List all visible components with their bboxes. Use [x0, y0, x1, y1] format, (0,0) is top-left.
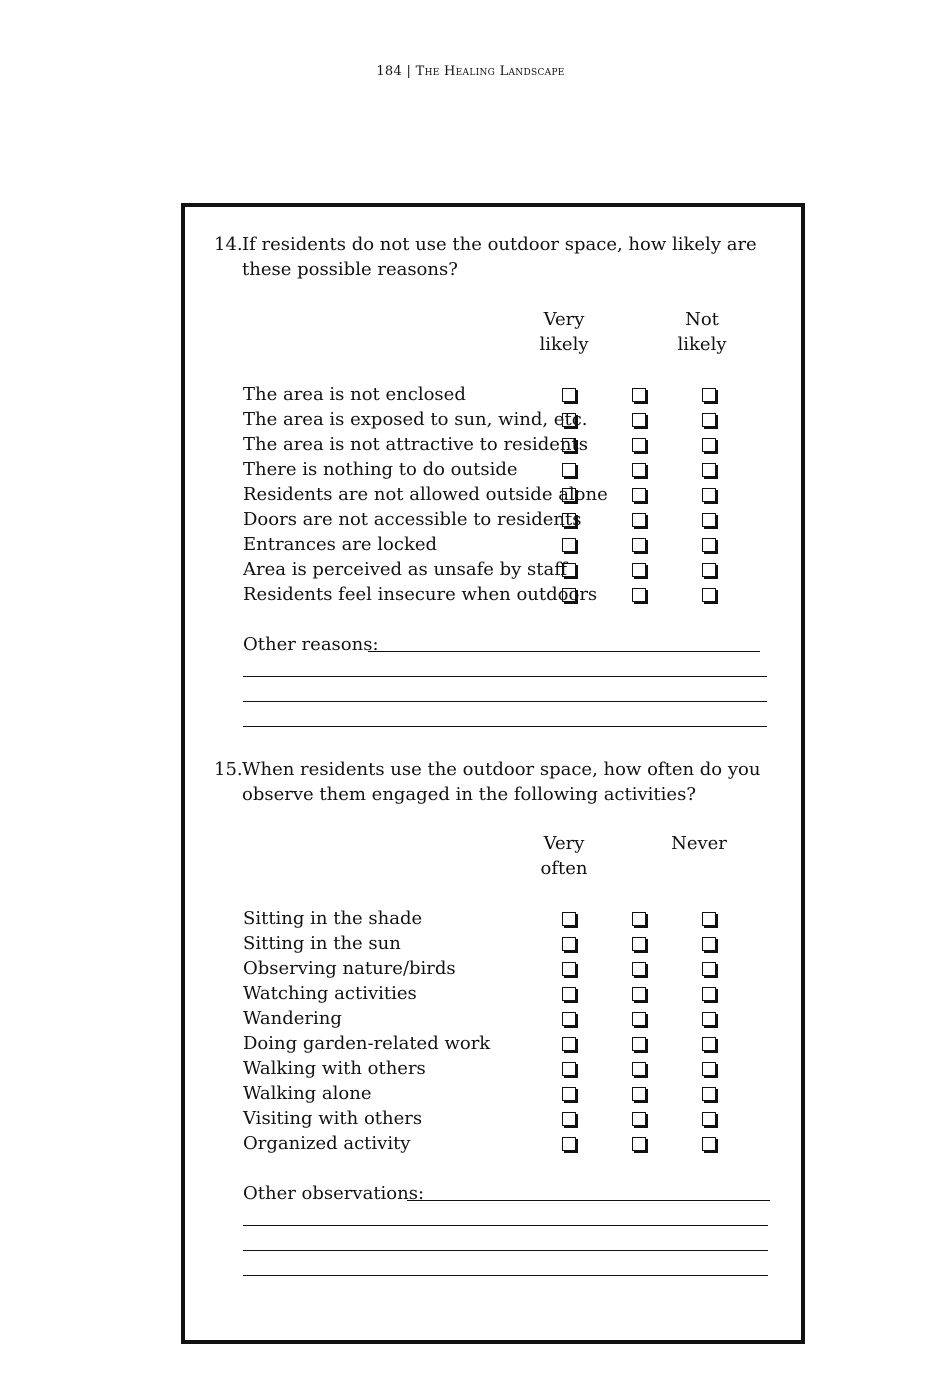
- q15-item-9-checkbox-3[interactable]: [702, 1112, 716, 1126]
- q14-scale-right-line1: Not: [685, 309, 719, 330]
- q15-item-label: Visiting with others: [243, 1108, 423, 1129]
- q15-other-line-3[interactable]: [243, 1250, 768, 1251]
- q14-item-8-checkbox-3[interactable]: [702, 563, 716, 577]
- q14-item-9-checkbox-3[interactable]: [702, 588, 716, 602]
- running-head: [0, 64, 941, 79]
- q15-item-6-checkbox-3[interactable]: [702, 1037, 716, 1051]
- q15-item-label: Organized activity: [243, 1133, 411, 1154]
- q15-item-9-checkbox-2[interactable]: [632, 1112, 646, 1126]
- q14-other-line-4[interactable]: [243, 726, 767, 727]
- q14-item-2-checkbox-3[interactable]: [702, 413, 716, 427]
- q14-item-label: Entrances are locked: [243, 534, 438, 555]
- question-15-number: 15.: [214, 759, 243, 780]
- q15-item-5-checkbox-3[interactable]: [702, 1012, 716, 1026]
- q14-item-label: The area is not attractive to residents: [243, 434, 588, 455]
- q14-item-5-checkbox-1[interactable]: [562, 488, 576, 502]
- q15-item-label: Doing garden-related work: [243, 1033, 491, 1054]
- q15-item-4-checkbox-1[interactable]: [562, 987, 576, 1001]
- q14-scale-left-line2: likely: [539, 334, 589, 355]
- q15-scale-right-line1: Never: [671, 833, 727, 854]
- running-head-separator: |: [406, 64, 412, 79]
- question-14: [214, 232, 774, 282]
- q15-item-7-checkbox-2[interactable]: [632, 1062, 646, 1076]
- q14-other-line-3[interactable]: [243, 701, 767, 702]
- q14-item-9-checkbox-1[interactable]: [562, 588, 576, 602]
- q15-item-9-checkbox-1[interactable]: [562, 1112, 576, 1126]
- q15-other-line-4[interactable]: [243, 1275, 768, 1276]
- q14-item-3-checkbox-3[interactable]: [702, 438, 716, 452]
- q15-item-8-checkbox-1[interactable]: [562, 1087, 576, 1101]
- q14-item-label: Area is perceived as unsafe by staff: [243, 559, 568, 580]
- q15-item-label: Wandering: [243, 1008, 342, 1029]
- q14-item-3-checkbox-1[interactable]: [562, 438, 576, 452]
- q15-other-line-2[interactable]: [243, 1225, 768, 1226]
- q15-item-6-checkbox-2[interactable]: [632, 1037, 646, 1051]
- question-14-number: 14.: [214, 234, 243, 255]
- q14-item-6-checkbox-1[interactable]: [562, 513, 576, 527]
- q14-item-3-checkbox-2[interactable]: [632, 438, 646, 452]
- q14-item-7-checkbox-1[interactable]: [562, 538, 576, 552]
- q15-item-label: Watching activities: [243, 983, 417, 1004]
- q15-scale-very-often: [524, 831, 604, 881]
- question-15-text: When residents use the outdoor space, how often do you observe them engaged in the following activities?: [242, 759, 761, 805]
- q14-item-6-checkbox-2[interactable]: [632, 513, 646, 527]
- q15-item-label: Sitting in the shade: [243, 908, 423, 929]
- q15-item-1-checkbox-2[interactable]: [632, 912, 646, 926]
- q15-item-2-checkbox-3[interactable]: [702, 937, 716, 951]
- q14-item-5-checkbox-2[interactable]: [632, 488, 646, 502]
- q14-item-label: Residents feel insecure when outdoors: [243, 584, 598, 605]
- q15-item-label: Walking with others: [243, 1058, 426, 1079]
- q15-item-8-checkbox-2[interactable]: [632, 1087, 646, 1101]
- question-14-text: If residents do not use the outdoor space, how likely are these possible reasons?: [242, 234, 757, 280]
- q14-other-line-1[interactable]: [368, 651, 760, 652]
- q14-scale-right-line2: likely: [677, 334, 727, 355]
- q15-item-4-checkbox-2[interactable]: [632, 987, 646, 1001]
- book-title: The Healing Landscape: [415, 64, 565, 79]
- q15-scale-left-line2: often: [540, 858, 588, 879]
- q15-item-7-checkbox-1[interactable]: [562, 1062, 576, 1076]
- q14-other-reasons-label: Other reasons:: [243, 634, 379, 655]
- q14-scale-left-line1: Very: [543, 309, 585, 330]
- q14-item-9-checkbox-2[interactable]: [632, 588, 646, 602]
- q15-item-2-checkbox-2[interactable]: [632, 937, 646, 951]
- q15-item-7-checkbox-3[interactable]: [702, 1062, 716, 1076]
- q15-item-6-checkbox-1[interactable]: [562, 1037, 576, 1051]
- q15-item-4-checkbox-3[interactable]: [702, 987, 716, 1001]
- q15-item-2-checkbox-1[interactable]: [562, 937, 576, 951]
- q14-other-line-2[interactable]: [243, 676, 767, 677]
- q14-item-label: Residents are not allowed outside alone: [243, 484, 608, 505]
- q14-item-2-checkbox-1[interactable]: [562, 413, 576, 427]
- q14-item-6-checkbox-3[interactable]: [702, 513, 716, 527]
- q15-item-8-checkbox-3[interactable]: [702, 1087, 716, 1101]
- q15-item-5-checkbox-1[interactable]: [562, 1012, 576, 1026]
- q15-item-3-checkbox-3[interactable]: [702, 962, 716, 976]
- q15-item-label: Sitting in the sun: [243, 933, 401, 954]
- q14-item-4-checkbox-2[interactable]: [632, 463, 646, 477]
- q15-item-1-checkbox-3[interactable]: [702, 912, 716, 926]
- q14-item-7-checkbox-2[interactable]: [632, 538, 646, 552]
- q15-scale-never: [659, 831, 739, 856]
- q15-scale-left-line1: Very: [543, 833, 585, 854]
- q15-item-10-checkbox-1[interactable]: [562, 1137, 576, 1151]
- q14-item-1-checkbox-2[interactable]: [632, 388, 646, 402]
- q15-item-3-checkbox-1[interactable]: [562, 962, 576, 976]
- q14-item-8-checkbox-2[interactable]: [632, 563, 646, 577]
- q15-item-10-checkbox-3[interactable]: [702, 1137, 716, 1151]
- q14-item-label: The area is exposed to sun, wind, etc.: [243, 409, 588, 430]
- q15-item-1-checkbox-1[interactable]: [562, 912, 576, 926]
- question-15: [214, 757, 774, 807]
- q15-item-3-checkbox-2[interactable]: [632, 962, 646, 976]
- q15-other-line-1[interactable]: [407, 1200, 770, 1201]
- q14-item-2-checkbox-2[interactable]: [632, 413, 646, 427]
- q15-item-label: Walking alone: [243, 1083, 372, 1104]
- q14-item-4-checkbox-3[interactable]: [702, 463, 716, 477]
- q15-item-5-checkbox-2[interactable]: [632, 1012, 646, 1026]
- page-number: 184: [376, 64, 403, 79]
- q14-item-1-checkbox-1[interactable]: [562, 388, 576, 402]
- q14-scale-not-likely: [662, 307, 742, 357]
- q14-item-label: Doors are not accessible to residents: [243, 509, 582, 530]
- q15-item-10-checkbox-2[interactable]: [632, 1137, 646, 1151]
- q14-item-5-checkbox-3[interactable]: [702, 488, 716, 502]
- q14-scale-very-likely: [524, 307, 604, 357]
- q14-item-7-checkbox-3[interactable]: [702, 538, 716, 552]
- q14-item-4-checkbox-1[interactable]: [562, 463, 576, 477]
- q14-item-label: There is nothing to do outside: [243, 459, 518, 480]
- q15-item-label: Observing nature/birds: [243, 958, 456, 979]
- q14-item-label: The area is not enclosed: [243, 384, 466, 405]
- q14-item-8-checkbox-1[interactable]: [562, 563, 576, 577]
- q15-other-observations-label: Other observations:: [243, 1183, 425, 1204]
- q14-item-1-checkbox-3[interactable]: [702, 388, 716, 402]
